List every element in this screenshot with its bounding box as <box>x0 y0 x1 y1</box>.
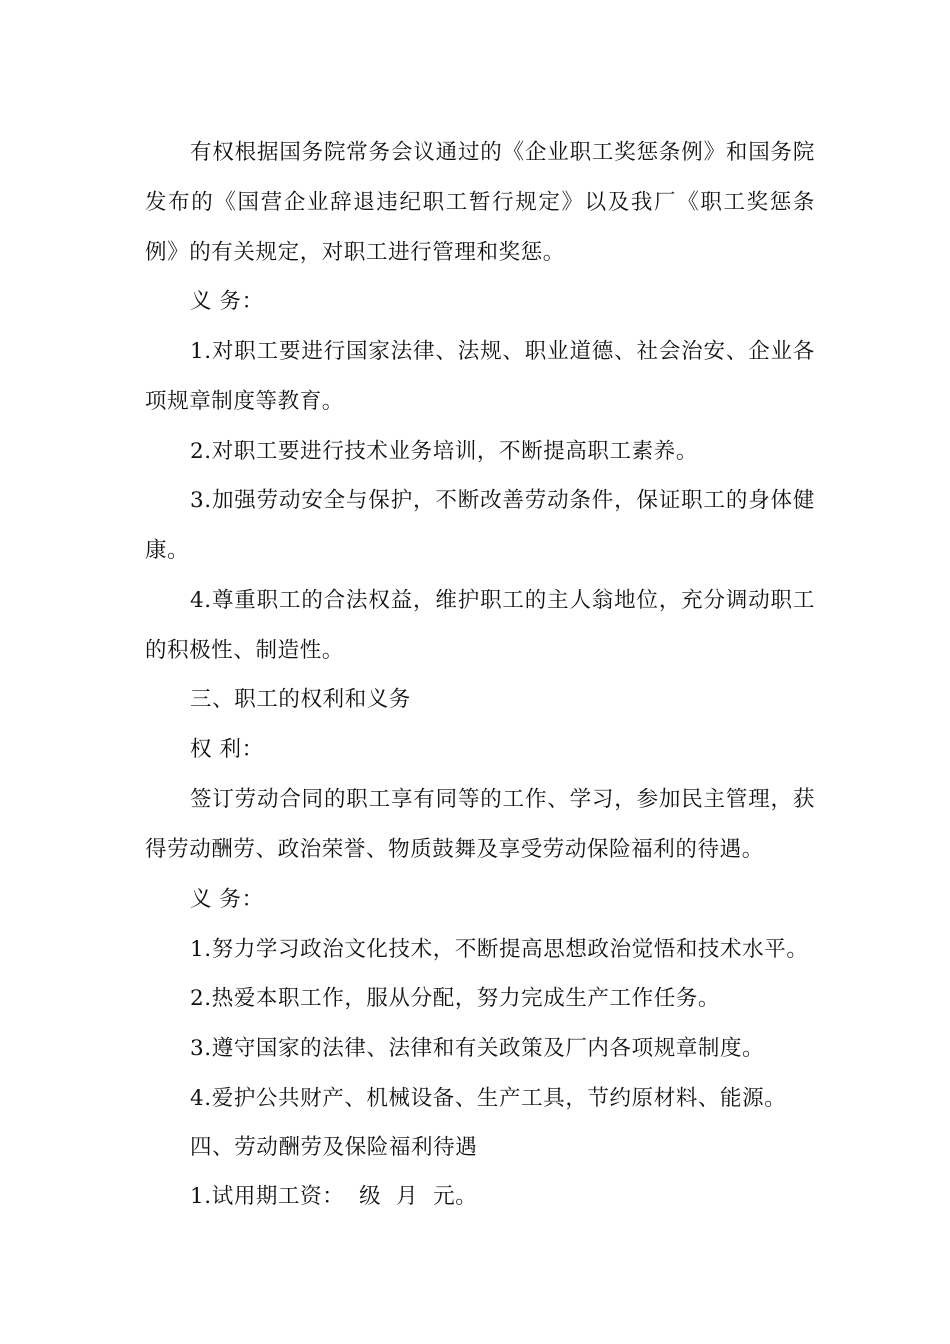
employee-obligation-item-4: 4.爱护公共财产、机械设备、生产工具，节约原材料、能源。 <box>190 1086 787 1111</box>
employer-obligation-item-1: 1.对职工要进行国家法律、法规、职业道德、社会治安、企业各项规章制度等教育。 <box>145 339 815 414</box>
heading-employee-obligations: 义 务： <box>190 887 264 912</box>
employee-obligation-item-1: 1.努力学习政治文化技术，不断提高思想政治觉悟和技术水平。 <box>190 937 809 962</box>
employer-obligation-item-4: 4.尊重职工的合法权益，维护职工的主人翁地位，充分调动职工的积极性、制造性。 <box>145 588 815 663</box>
employer-obligation-item-3: 3.加强劳动安全与保护，不断改善劳动条件，保证职工的身体健康。 <box>145 488 815 563</box>
section-heading-4: 四、劳动酬劳及保险福利待遇 <box>190 1135 478 1160</box>
paragraph-rights-basis: 有权根据国务院常务会议通过的《企业职工奖惩条例》和国务院发布的《国营企业辞退违纪职工暂行规定》以及我厂《职工奖惩条例》的有关规定，对职工进行管理和奖惩。 <box>145 140 815 265</box>
employee-obligation-item-2: 2.热爱本职工作，服从分配，努力完成生产工作任务。 <box>190 986 721 1011</box>
section-heading-3: 三、职工的权利和义务 <box>190 687 412 712</box>
probation-wage-line: 1.试用期工资： 级 月 元。 <box>190 1184 478 1209</box>
employer-obligation-item-2: 2.对职工要进行技术业务培训，不断提高职工素养。 <box>190 439 698 464</box>
employee-obligation-item-3: 3.遵守国家的法律、法律和有关政策及厂内各项规章制度。 <box>190 1036 765 1061</box>
heading-employee-rights: 权 利： <box>190 737 264 762</box>
heading-employer-obligations: 义 务： <box>190 289 264 314</box>
paragraph-employee-rights: 签订劳动合同的职工享有同等的工作、学习，参加民主管理，获得劳动酬劳、政治荣誉、物质鼓舞及享受劳动保险福利的待遇。 <box>145 787 815 862</box>
